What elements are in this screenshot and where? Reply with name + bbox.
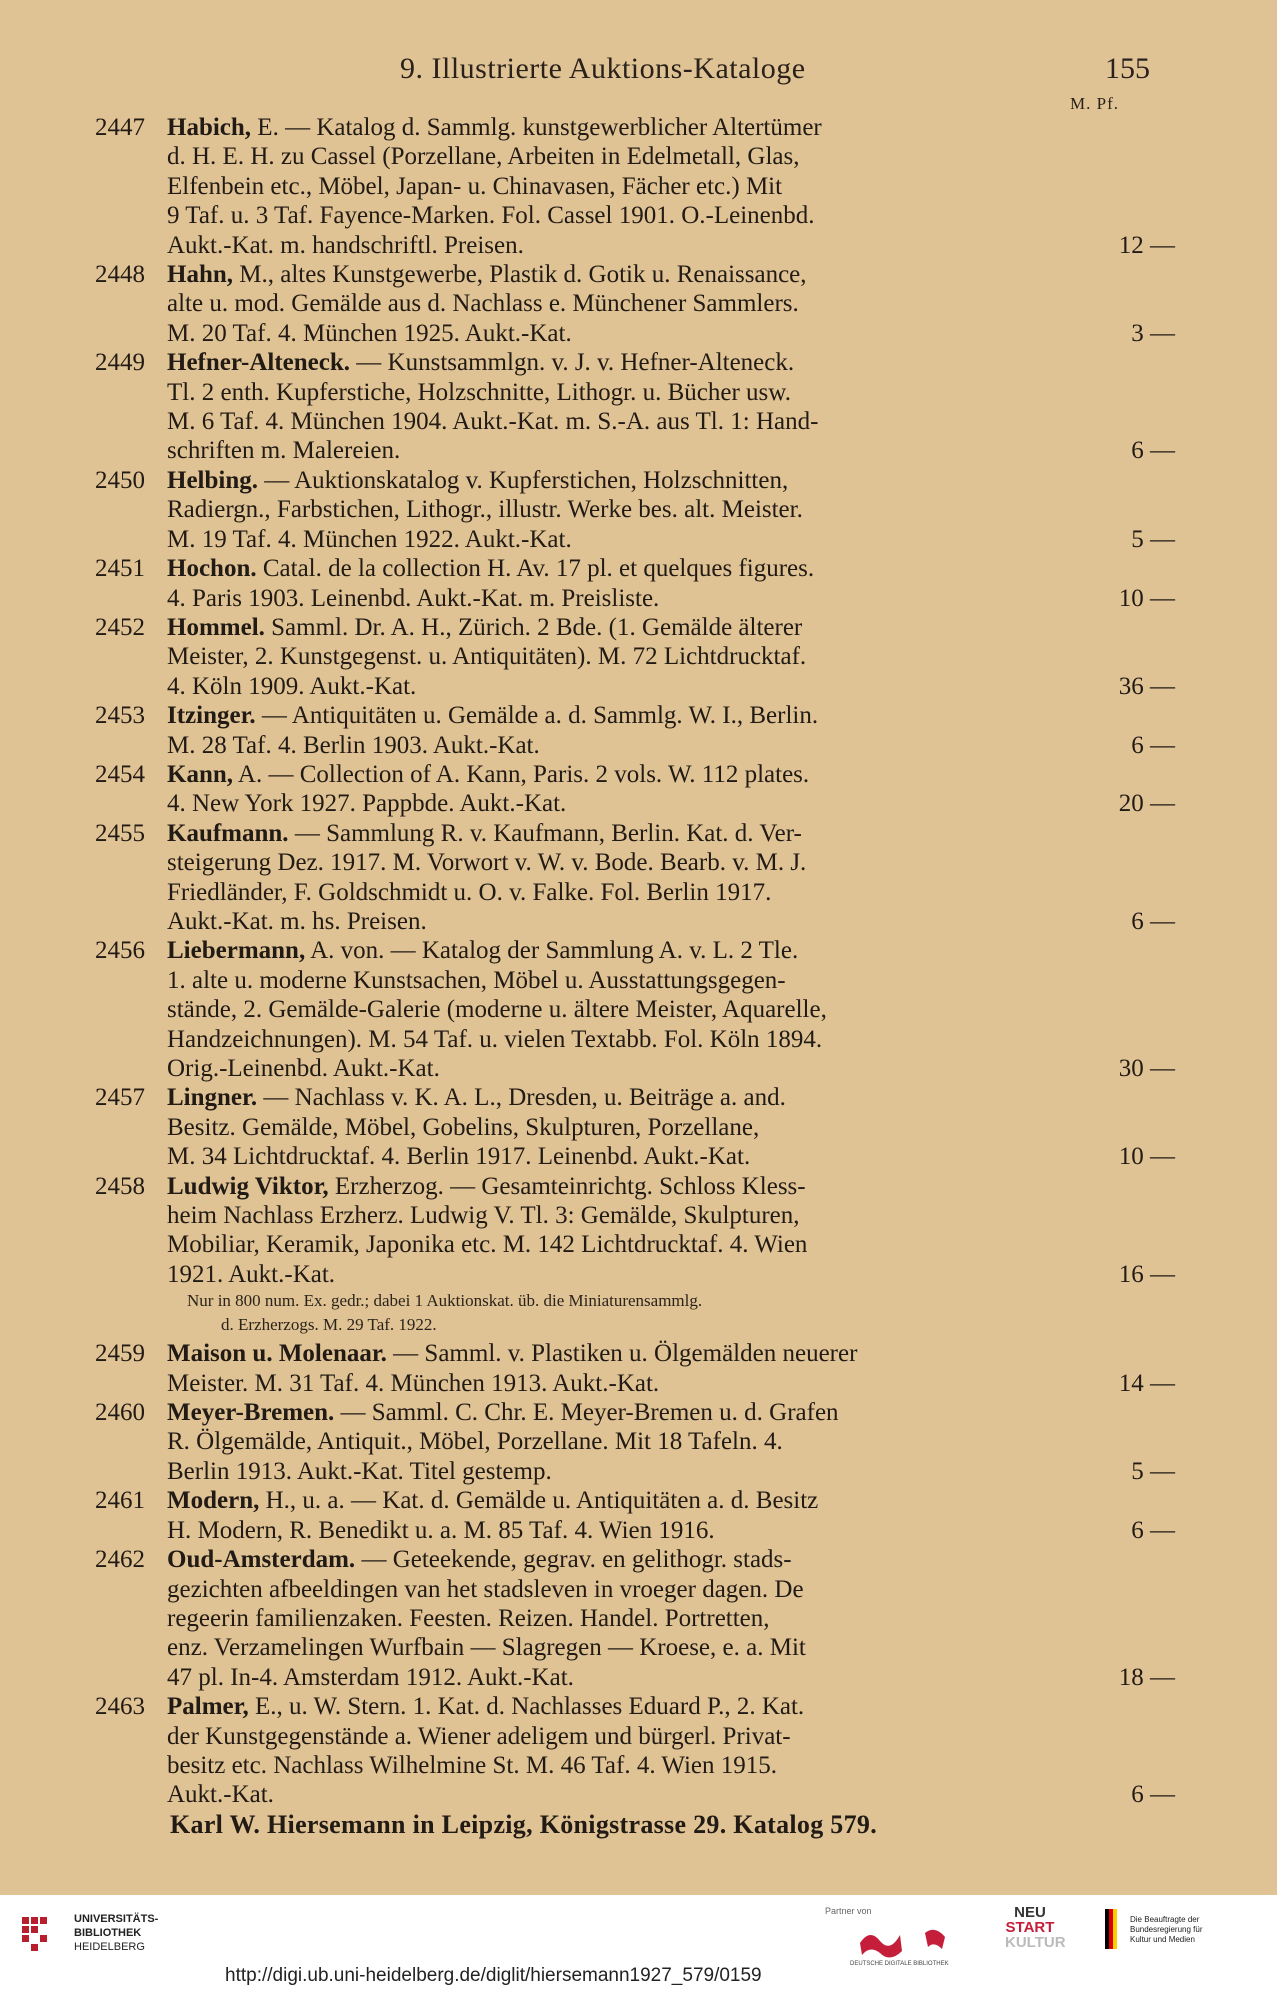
entry-number: 2455 — [95, 819, 145, 847]
entry-number: 2461 — [95, 1487, 145, 1515]
entry-note: d. Erzherzogs. M. 29 Taf. 1922. — [221, 1315, 437, 1335]
entry-line — [167, 613, 1082, 642]
entry-line — [167, 525, 1082, 554]
entry-number: 2449 — [95, 349, 145, 377]
entry-price: 6 — — [1131, 907, 1175, 935]
entry-text: enz. Verzamelingen Wurfbain — Slagregen — Kroese, e. a. Mit — [167, 1634, 806, 1662]
entry-text: gezichten afbeeldingen van het stadsleven in vroeger dagen. De — [167, 1575, 804, 1603]
entry-text: Besitz. Gemälde, Möbel, Gobelins, Skulpturen, Porzellane, — [167, 1113, 760, 1141]
entry-text: 47 pl. In-4. Amsterdam 1912. Aukt.-Kat. — [167, 1663, 574, 1691]
entry-name: Palmer, — [167, 1693, 249, 1721]
bkm-label: Die Beauftragte der Bundesregierung für Kultur und Medien — [1130, 1915, 1203, 1944]
entry-line — [167, 1516, 1082, 1545]
entry-body — [167, 113, 1082, 260]
entry-text: Orig.-Leinenbd. Aukt.-Kat. — [167, 1055, 440, 1082]
entry-text: Mobiliar, Keramik, Japonika etc. M. 142 Lichtdrucktaf. 4. Wien — [167, 1231, 808, 1259]
entry-number: 2460 — [95, 1399, 145, 1427]
entry-text: d. H. E. H. zu Cassel (Porzellane, Arbeiten in Edelmetall, Glas, — [167, 143, 800, 171]
entry-name: Meyer-Bremen. — [167, 1399, 335, 1427]
entry-name: Habich, — [167, 114, 252, 141]
entry-name: Modern, — [167, 1487, 260, 1515]
catalog-entry — [95, 466, 1175, 554]
entry-text: M. 19 Taf. 4. München 1922. Aukt.-Kat. — [167, 525, 572, 553]
entry-line — [167, 760, 1082, 789]
entry-text: der Kunstgegenstände a. Wiener adeligem und bürgerl. Privat- — [167, 1722, 791, 1750]
entry-line — [167, 701, 1082, 730]
entry-line — [167, 1054, 1082, 1083]
entry-line — [167, 1172, 1082, 1201]
entry-price: 30 — — [1118, 1055, 1175, 1082]
entry-line — [167, 1230, 1082, 1259]
page-title: 9. Illustrierte Auktions-Kataloge — [400, 52, 806, 85]
entry-number: 2451 — [95, 555, 145, 583]
entry-text: Tl. 2 enth. Kupferstiche, Holzschnitte, Lithogr. u. Bücher usw. — [167, 378, 791, 406]
entry-price: 6 — — [1131, 1516, 1175, 1544]
entry-body — [167, 1692, 1082, 1810]
entry-line — [167, 995, 1082, 1024]
entry-name: Hefner-Alteneck. — [167, 349, 351, 377]
entry-line — [167, 231, 1082, 260]
entry-line — [167, 936, 1082, 965]
viewer-footer — [0, 1895, 1277, 1992]
page-number: 155 — [1105, 52, 1150, 85]
entry-line — [167, 289, 1082, 318]
entry-body — [167, 1545, 1082, 1692]
entry-line — [167, 1113, 1082, 1142]
entry-line — [167, 466, 1082, 495]
entry-name: Kann, — [167, 760, 234, 788]
catalog-entry — [95, 554, 1175, 613]
entry-line — [167, 113, 1082, 142]
entry-text: — Kunstsammlgn. v. J. v. Hefner-Alteneck. — [356, 349, 795, 377]
entry-text: H. Modern, R. Benedikt u. a. M. 85 Taf. 4. Wien 1916. — [167, 1516, 715, 1544]
svg-text:DEUTSCHE DIGITALE BIBLIOTHEK: DEUTSCHE DIGITALE BIBLIOTHEK — [850, 1961, 949, 1967]
entry-text: M. 6 Taf. 4. München 1904. Aukt.-Kat. m. S.-A. aus Tl. 1: Hand- — [167, 408, 819, 436]
entry-body — [167, 936, 1082, 1083]
entry-body — [167, 701, 1082, 760]
entry-body — [167, 466, 1082, 554]
entry-text: 9 Taf. u. 3 Taf. Fayence-Marken. Fol. Cassel 1901. O.-Leinenbd. — [167, 202, 815, 230]
entry-text: M., altes Kunstgewerbe, Plastik d. Gotik u. Renaissance, — [239, 261, 807, 289]
entry-price: 36 — — [1118, 672, 1175, 700]
entry-text: 1921. Aukt.-Kat. — [167, 1260, 336, 1288]
entry-line — [167, 1780, 1082, 1809]
catalog-entry — [95, 1339, 1175, 1398]
entry-line — [167, 907, 1082, 936]
entry-number: 2463 — [95, 1693, 145, 1721]
entry-text: Catal. de la collection H. Av. 17 pl. et quelques figures. — [262, 555, 815, 583]
catalog-entry — [95, 1172, 1175, 1340]
running-header — [0, 52, 1277, 92]
entry-text: Erzherzog. — Gesamteinrichtg. Schloss Kless- — [334, 1172, 806, 1200]
entry-price: 10 — — [1118, 584, 1175, 612]
entry-body — [167, 1486, 1082, 1545]
entry-line — [167, 819, 1082, 848]
catalog-entry — [95, 113, 1175, 260]
entry-line — [167, 1201, 1082, 1230]
entry-body — [167, 1172, 1082, 1340]
entry-number: 2459 — [95, 1340, 145, 1368]
entry-number: 2458 — [95, 1172, 145, 1200]
entry-body — [167, 348, 1082, 466]
entry-line — [167, 1545, 1082, 1574]
entry-text: 4. Paris 1903. Leinenbd. Aukt.-Kat. m. Preisliste. — [167, 584, 660, 612]
entry-text: Aukt.-Kat. — [167, 1781, 274, 1809]
publisher-footer: Karl W. Hiersemann in Leipzig, Königstrasse 29. Katalog 579. — [170, 1810, 878, 1839]
entry-text: — Samml. v. Plastiken u. Ölgemälden neuerer — [393, 1340, 858, 1368]
entry-text: Aukt.-Kat. m. hs. Preisen. — [167, 907, 427, 935]
catalog-entry — [95, 760, 1175, 819]
entry-line — [167, 848, 1082, 877]
entry-line — [167, 966, 1082, 995]
entry-body — [167, 819, 1082, 937]
entry-line — [167, 554, 1082, 583]
entry-body — [167, 1083, 1082, 1171]
entry-name: Hommel. — [167, 613, 265, 641]
permalink-url[interactable]: http://digi.ub.uni-heidelberg.de/diglit/hiersemann1927_579/0159 — [225, 1965, 762, 1986]
entry-number: 2456 — [95, 937, 145, 965]
entry-line — [167, 1398, 1082, 1427]
entry-price: 20 — — [1118, 790, 1175, 818]
entry-line — [167, 378, 1082, 407]
entry-text: Meister. M. 31 Taf. 4. München 1913. Aukt.-Kat. — [167, 1369, 660, 1397]
entry-body — [167, 760, 1082, 819]
entry-line — [167, 319, 1082, 348]
entry-text: — Antiquitäten u. Gemälde a. d. Sammlg. W. I., Berlin. — [261, 702, 819, 730]
entry-line — [167, 348, 1082, 377]
entry-line — [167, 1575, 1082, 1604]
entry-text: besitz etc. Nachlass Wilhelmine St. M. 46 Taf. 4. Wien 1915. — [167, 1751, 778, 1779]
entry-number: 2448 — [95, 261, 145, 289]
entry-line — [167, 672, 1082, 701]
entry-text: — Samml. C. Chr. E. Meyer-Bremen u. d. Grafen — [340, 1399, 839, 1427]
entry-body — [167, 613, 1082, 701]
entry-text: Meister, 2. Kunstgegenst. u. Antiquitäten). M. 72 Lichtdrucktaf. — [167, 643, 807, 671]
catalog-entry — [95, 613, 1175, 701]
entry-text: A. von. — Katalog der Sammlung A. v. L. 2 Tle. — [310, 937, 799, 965]
catalog-entry — [95, 260, 1175, 348]
entry-text: 1. alte u. moderne Kunstsachen, Möbel u. Ausstattungsgegen- — [167, 966, 786, 994]
entry-text: Handzeichnungen). M. 54 Taf. u. vielen Textabb. Fol. Köln 1894. — [167, 1025, 823, 1053]
entry-line — [167, 172, 1082, 201]
entry-line — [167, 407, 1082, 436]
entry-price: 3 — — [1131, 319, 1175, 347]
entry-text: 4. New York 1927. Pappbde. Aukt.-Kat. — [167, 790, 567, 818]
entry-text: Samml. Dr. A. H., Zürich. 2 Bde. (1. Gemälde älterer — [271, 613, 803, 641]
entry-line — [167, 1369, 1082, 1398]
entry-text: H., u. a. — Kat. d. Gemälde u. Antiquitäten a. d. Besitz — [265, 1487, 819, 1515]
entry-body — [167, 260, 1082, 348]
entry-number: 2462 — [95, 1546, 145, 1574]
library-name: UNIVERSITÄTS- BIBLIOTHEK HEIDELBERG — [74, 1913, 159, 1953]
entry-line — [167, 642, 1082, 671]
entry-number: 2447 — [95, 114, 145, 141]
entry-name: Itzinger. — [167, 702, 256, 730]
catalog-entry — [95, 701, 1175, 760]
catalog-entry — [95, 1486, 1175, 1545]
entry-line — [167, 1663, 1082, 1692]
entry-name: Lingner. — [167, 1084, 258, 1112]
entry-name: Ludwig Viktor, — [167, 1172, 329, 1200]
entry-text: — Nachlass v. K. A. L., Dresden, u. Beiträge a. and. — [263, 1084, 786, 1112]
entry-body — [167, 554, 1082, 613]
entry-text: M. 20 Taf. 4. München 1925. Aukt.-Kat. — [167, 319, 572, 347]
entry-text: E., u. W. Stern. 1. Kat. d. Nachlasses Eduard P., 2. Kat. — [254, 1693, 805, 1721]
catalog-entry — [95, 936, 1175, 1083]
entry-line — [167, 584, 1082, 613]
entry-text: Aukt.-Kat. m. handschriftl. Preisen. — [167, 231, 524, 259]
entry-line — [167, 878, 1082, 907]
entry-number: 2453 — [95, 702, 145, 730]
entry-name: Hochon. — [167, 555, 257, 583]
catalog-entry — [95, 1398, 1175, 1486]
entry-line — [167, 1025, 1082, 1054]
federal-eagle-icon — [1105, 1909, 1123, 1949]
entry-text: steigerung Dez. 1917. M. Vorwort v. W. v. Bode. Bearb. v. M. J. — [167, 849, 807, 877]
entry-body — [167, 1398, 1082, 1486]
entry-name: Maison u. Molenaar. — [167, 1340, 387, 1368]
entry-line — [167, 1457, 1082, 1486]
entry-text: schriften m. Malereien. — [167, 437, 401, 465]
entry-line — [167, 1486, 1082, 1515]
entry-number: 2452 — [95, 613, 145, 641]
entry-line — [167, 495, 1082, 524]
entry-number: 2450 — [95, 466, 145, 494]
entry-text: 4. Köln 1909. Aukt.-Kat. — [167, 672, 417, 700]
entry-text: Elfenbein etc., Möbel, Japan- u. Chinavasen, Fächer etc.) Mit — [167, 172, 783, 200]
entry-name: Liebermann, — [167, 937, 306, 965]
entry-text: M. 28 Taf. 4. Berlin 1903. Aukt.-Kat. — [167, 731, 540, 759]
entry-name: Oud-Amsterdam. — [167, 1546, 356, 1574]
entry-name: Hahn, — [167, 261, 234, 289]
entry-line — [167, 1339, 1082, 1368]
catalog-entry — [95, 1545, 1175, 1692]
entry-text: Berlin 1913. Aukt.-Kat. Titel gestemp. — [167, 1457, 552, 1485]
entry-line — [167, 1633, 1082, 1662]
entry-price: 10 — — [1118, 1143, 1175, 1171]
entry-price: 16 — — [1118, 1260, 1175, 1288]
ddb-emblem-icon — [850, 1923, 970, 1968]
entry-body — [167, 1339, 1082, 1398]
entry-text: — Sammlung R. v. Kaufmann, Berlin. Kat. d. Ver- — [294, 819, 802, 847]
entry-note: Nur in 800 num. Ex. gedr.; dabei 1 Auktionskat. üb. die Miniaturensammlg. — [187, 1291, 703, 1311]
entry-text: — Auktionskatalog v. Kupferstichen, Holzschnitten, — [264, 466, 789, 494]
entry-text: Radiergn., Farbstichen, Lithogr., illustr. Werke bes. alt. Meister. — [167, 496, 803, 524]
entry-text: regeerin familienzaken. Feesten. Reizen. Handel. Portretten, — [167, 1604, 770, 1632]
entry-text: R. Ölgemälde, Antiquit., Möbel, Porzellane. Mit 18 Tafeln. 4. — [167, 1428, 783, 1456]
entry-line — [167, 1427, 1082, 1456]
entry-line — [167, 1260, 1082, 1289]
entry-line — [167, 142, 1082, 171]
entry-text: Friedländer, F. Goldschmidt u. O. v. Falke. Fol. Berlin 1917. — [167, 878, 772, 906]
entry-number: 2457 — [95, 1084, 145, 1112]
partner-label: Partner von — [825, 1906, 872, 1916]
entry-price: 12 — — [1118, 231, 1175, 259]
entry-number: 2454 — [95, 760, 145, 788]
entry-line — [167, 1604, 1082, 1633]
entry-price: 14 — — [1118, 1369, 1175, 1397]
entry-text: E. — Katalog d. Sammlg. kunstgewerblicher Altertümer — [257, 114, 822, 141]
entry-name: Helbing. — [167, 466, 258, 494]
entry-line — [167, 1692, 1082, 1721]
neustart-kultur-logo: NEU START KULTUR — [1005, 1904, 1066, 1951]
entry-line — [167, 1142, 1082, 1171]
catalog-entry — [95, 348, 1175, 466]
entry-price: 6 — — [1131, 437, 1175, 465]
entry-line — [167, 436, 1082, 465]
university-library-logo-icon — [20, 1915, 58, 1953]
catalog-entry — [95, 1083, 1175, 1171]
ddb-logo — [850, 1923, 970, 1973]
currency-label: M. Pf. — [1070, 94, 1119, 113]
entry-name: Kaufmann. — [167, 819, 289, 847]
entry-text: heim Nachlass Erzherz. Ludwig V. Tl. 3: Gemälde, Skulpturen, — [167, 1202, 800, 1230]
entry-price: 6 — — [1131, 731, 1175, 759]
entry-line — [167, 1751, 1082, 1780]
entry-text: A. — Collection of A. Kann, Paris. 2 vols. W. 112 plates. — [237, 760, 810, 788]
entry-price: 5 — — [1131, 1457, 1175, 1485]
catalog-entry — [95, 819, 1175, 937]
entry-line — [167, 260, 1082, 289]
entry-text: alte u. mod. Gemälde aus d. Nachlass e. Münchener Sammlers. — [167, 290, 799, 318]
entry-line — [167, 201, 1082, 230]
catalog-entries — [95, 113, 1175, 1810]
entry-line — [167, 1083, 1082, 1112]
entry-line — [167, 731, 1082, 760]
entry-text: — Geteekende, gegrav. en gelithogr. stads- — [361, 1546, 792, 1574]
entry-text: stände, 2. Gemälde-Galerie (moderne u. ältere Meister, Aquarelle, — [167, 996, 827, 1024]
entry-line — [167, 1722, 1082, 1751]
entry-line — [167, 789, 1082, 818]
catalog-entry — [95, 1692, 1175, 1810]
entry-price: 5 — — [1131, 525, 1175, 553]
entry-price: 6 — — [1131, 1781, 1175, 1809]
entry-price: 18 — — [1118, 1663, 1175, 1691]
entry-text: M. 34 Lichtdrucktaf. 4. Berlin 1917. Leinenbd. Aukt.-Kat. — [167, 1143, 751, 1171]
